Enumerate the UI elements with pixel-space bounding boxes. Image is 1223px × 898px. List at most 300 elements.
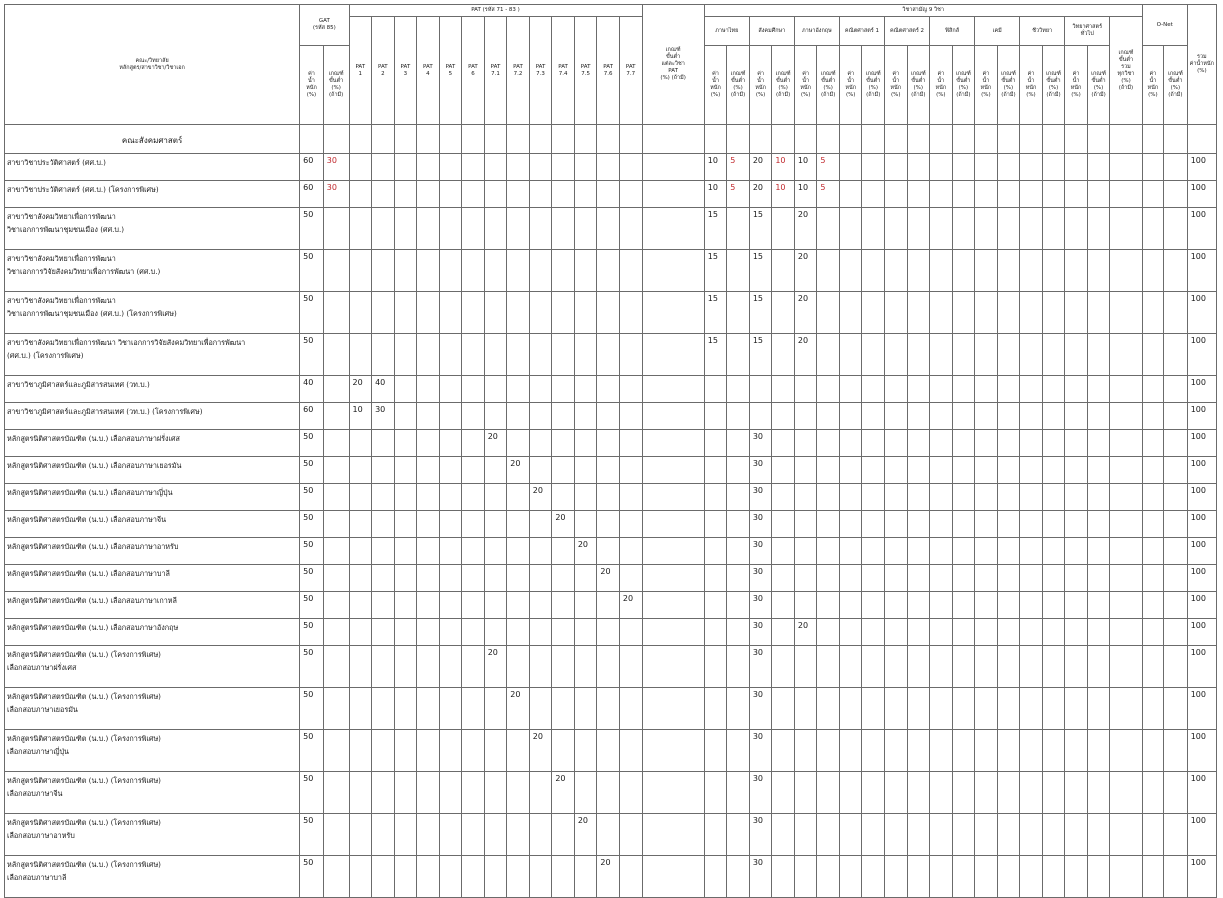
program-name: หลักสูตรนิติศาสตรบัณฑิต (น.บ.) เลือกสอบภาษาจีน [5,511,300,538]
pat-cell: 20 [507,688,530,730]
pat-min-cell [642,565,704,592]
core-weight-cell [794,430,817,457]
pat-cell [417,430,440,457]
core-weight-cell [975,334,998,376]
pat-cell [529,457,552,484]
header-core-min-sub: เกณฑ์ ขั้นต่ำ (%) (ถ้ามี) [817,46,840,125]
core-weight-cell [704,565,727,592]
program-name: หลักสูตรนิติศาสตรบัณฑิต (น.บ.) (โครงการพิเศษ) เลือกสอบภาษาบาลี [5,856,300,898]
table-row [5,181,1217,208]
pat-cell [372,772,395,814]
program-name: หลักสูตรนิติศาสตรบัณฑิต (น.บ.) (โครงการพิเศษ) เลือกสอบภาษาจีน [5,772,300,814]
pat-cell [507,592,530,619]
table-row [5,250,1217,292]
pat-cell [552,292,575,334]
core-min-cell [1042,403,1065,430]
core-weight-cell: 30 [749,856,772,898]
pat-min-cell [642,688,704,730]
onet-weight-cell [1142,511,1163,538]
core-min-cell [1042,730,1065,772]
core-min-cell [1087,484,1110,511]
pat-cell [597,292,620,334]
core-min-cell [997,592,1020,619]
program-name: สาขาวิชาประวัติศาสตร์ (ศศ.บ.) (โครงการพิเศษ) [5,181,300,208]
pat-cell [394,181,417,208]
pat-cell [529,538,552,565]
core-weight-cell: 20 [749,154,772,181]
pat-min-cell [642,208,704,250]
onet-min-cell [1164,376,1188,403]
onet-weight-cell [1142,814,1163,856]
pat-cell [619,292,642,334]
total-weight-cell: 100 [1187,484,1216,511]
pat-cell [439,403,462,430]
core-min-cell [727,430,750,457]
gat-weight-cell: 40 [300,376,324,403]
header-core-min-sub: เกณฑ์ ขั้นต่ำ (%) (ถ้ามี) [952,46,975,125]
pat-cell: 30 [372,403,395,430]
gat-weight-cell: 50 [300,814,324,856]
pat-cell [552,250,575,292]
core-min-cell [952,619,975,646]
pat-cell [417,538,440,565]
core-weight-cell [930,403,953,430]
header-core-min-sub: เกณฑ์ ขั้นต่ำ (%) (ถ้ามี) [1087,46,1110,125]
core-min-cell [1042,772,1065,814]
pat-cell [597,403,620,430]
gat-weight-cell: 50 [300,292,324,334]
table-row [5,511,1217,538]
core-weight-cell [975,376,998,403]
pat-cell: 20 [484,646,507,688]
pat-cell [484,292,507,334]
core-min-cell [862,646,885,688]
pat-cell: 20 [597,565,620,592]
core-weight-cell [1020,457,1043,484]
table-row [5,814,1217,856]
program-name: สาขาวิชาประวัติศาสตร์ (ศศ.บ.) [5,154,300,181]
core-weight-cell [975,688,998,730]
core-weight-cell [749,403,772,430]
core-min-cell [952,430,975,457]
core-weight-cell [794,511,817,538]
core-min-cell [997,511,1020,538]
core-weight-cell [704,511,727,538]
core-weight-cell [930,334,953,376]
core-min-cell [907,646,930,688]
core-weight-cell: 15 [749,334,772,376]
onet-min-cell [1164,688,1188,730]
core-min-cell [907,619,930,646]
total-weight-cell: 100 [1187,772,1216,814]
table-body [5,125,1217,898]
core-weight-cell [794,403,817,430]
core-total-min-cell [1110,565,1142,592]
core-weight-cell [975,154,998,181]
total-weight-cell: 100 [1187,292,1216,334]
pat-cell [552,814,575,856]
header-core-weight: ค่า น้ำ หนัก (%) [839,46,862,125]
pat-cell [462,292,485,334]
core-weight-cell [1065,772,1088,814]
core-weight-cell [1065,208,1088,250]
onet-min-cell [1164,154,1188,181]
core-weight-cell [885,772,908,814]
total-weight-cell: 100 [1187,646,1216,688]
gat-min-cell [323,856,349,898]
core-weight-cell [975,538,998,565]
table-cell [1187,125,1216,154]
pat-cell: 40 [372,376,395,403]
total-weight-cell: 100 [1187,376,1216,403]
pat-cell [439,619,462,646]
core-min-cell [997,538,1020,565]
header-core-weight: ค่า น้ำ หนัก (%) [704,46,727,125]
gat-weight-cell: 50 [300,511,324,538]
core-min-cell [817,250,840,292]
table-cell [1065,125,1088,154]
table-cell [794,125,817,154]
pat-cell [439,688,462,730]
core-weight-cell [839,208,862,250]
core-weight-cell [975,730,998,772]
total-weight-cell: 100 [1187,538,1216,565]
pat-cell [484,856,507,898]
core-weight-cell [839,619,862,646]
pat-cell [394,538,417,565]
core-weight-cell [930,457,953,484]
pat-cell [552,856,575,898]
table-cell [1164,125,1188,154]
core-min-cell [727,457,750,484]
pat-cell [417,565,440,592]
core-min-cell [1042,430,1065,457]
pat-cell [394,646,417,688]
core-min-cell [862,430,885,457]
gat-weight-cell: 50 [300,457,324,484]
core-weight-cell [930,772,953,814]
pat-cell [574,592,597,619]
core-min-cell [817,592,840,619]
table-row [5,154,1217,181]
pat-cell [507,814,530,856]
program-name: หลักสูตรนิติศาสตรบัณฑิต (น.บ.) เลือกสอบภาษาบาลี [5,565,300,592]
core-min-cell [727,856,750,898]
table-row [5,208,1217,250]
pat-cell [529,181,552,208]
gat-min-cell [323,292,349,334]
total-weight-cell: 100 [1187,250,1216,292]
core-weight-cell [794,646,817,688]
pat-cell [484,730,507,772]
table-row [5,619,1217,646]
header-onet-min: เกณฑ์ ขั้นต่ำ (%) (ถ้ามี) [1164,46,1188,125]
program-name: หลักสูตรนิติศาสตรบัณฑิต (น.บ.) เลือกสอบภาษาฝรั่งเศส [5,430,300,457]
core-weight-cell [839,457,862,484]
core-weight-cell [794,730,817,772]
core-weight-cell [1020,592,1043,619]
pat-cell [349,334,372,376]
core-weight-cell [930,208,953,250]
pat-cell [507,430,530,457]
core-weight-cell [885,592,908,619]
core-weight-cell: 30 [749,511,772,538]
core-min-cell [772,292,795,334]
core-min-cell [727,646,750,688]
pat-cell [394,592,417,619]
core-min-cell [772,250,795,292]
pat-cell [394,814,417,856]
program-name: หลักสูตรนิติศาสตรบัณฑิต (น.บ.) เลือกสอบภาษาอาหรับ [5,538,300,565]
core-min-cell [862,772,885,814]
onet-min-cell [1164,772,1188,814]
pat-cell [439,430,462,457]
table-cell [323,125,349,154]
core-min-cell [997,772,1020,814]
onet-weight-cell [1142,592,1163,619]
gat-weight-cell: 50 [300,646,324,688]
table-row [5,730,1217,772]
core-weight-cell: 20 [794,250,817,292]
core-min-cell [907,181,930,208]
pat-cell [439,730,462,772]
pat-cell [417,484,440,511]
core-min-cell [862,376,885,403]
core-weight-cell [1020,292,1043,334]
table-cell [349,125,372,154]
core-min-cell [907,814,930,856]
core-total-min-cell [1110,511,1142,538]
pat-cell [439,208,462,250]
pat-cell [417,457,440,484]
table-cell [642,125,704,154]
core-min-cell [952,484,975,511]
core-weight-cell [704,484,727,511]
core-weight-cell [1065,484,1088,511]
core-weight-cell [975,592,998,619]
core-weight-cell [975,403,998,430]
core-weight-cell: 20 [794,208,817,250]
core-weight-cell [839,430,862,457]
core-min-cell [727,292,750,334]
pat-cell [372,619,395,646]
pat-cell [417,334,440,376]
onet-min-cell [1164,538,1188,565]
core-min-cell [907,565,930,592]
core-min-cell [997,181,1020,208]
pat-cell [619,250,642,292]
core-min-cell [1087,538,1110,565]
pat-cell [574,154,597,181]
pat-cell [462,688,485,730]
core-min-cell [727,814,750,856]
pat-cell [529,511,552,538]
total-weight-cell: 100 [1187,856,1216,898]
pat-cell [349,511,372,538]
pat-cell [372,430,395,457]
core-weight-cell [885,619,908,646]
header-core-weight: ค่า น้ำ หนัก (%) [975,46,998,125]
core-weight-cell [975,250,998,292]
onet-weight-cell [1142,730,1163,772]
pat-cell [574,565,597,592]
gat-weight-cell: 50 [300,619,324,646]
core-weight-cell [1020,430,1043,457]
header-core-subject: วิทยาศาสตร์ ทั่วไป [1065,17,1110,46]
core-min-cell [772,814,795,856]
core-weight-cell [1065,814,1088,856]
onet-weight-cell [1142,457,1163,484]
pat-cell [507,856,530,898]
pat-cell [552,457,575,484]
table-cell [727,125,750,154]
core-min-cell [1087,619,1110,646]
pat-cell [507,772,530,814]
core-min-cell [862,457,885,484]
core-weight-cell: 15 [704,292,727,334]
pat-min-cell [642,619,704,646]
core-weight-cell [975,208,998,250]
pat-min-cell [642,646,704,688]
pat-cell [439,181,462,208]
core-weight-cell: 30 [749,619,772,646]
core-weight-cell [794,814,817,856]
header-core-subject: ฟิสิกส์ [930,17,975,46]
core-total-min-cell [1110,292,1142,334]
core-weight-cell [704,688,727,730]
core-min-cell [727,403,750,430]
pat-min-cell [642,730,704,772]
table-cell [772,125,795,154]
core-weight-cell [704,856,727,898]
pat-cell [349,730,372,772]
core-weight-cell: 10 [794,181,817,208]
pat-cell [484,181,507,208]
pat-cell [417,772,440,814]
pat-cell [349,646,372,688]
core-min-cell [862,511,885,538]
onet-weight-cell [1142,565,1163,592]
gat-weight-cell: 60 [300,403,324,430]
pat-cell [394,772,417,814]
core-weight-cell [704,457,727,484]
pat-cell [552,619,575,646]
onet-min-cell [1164,484,1188,511]
core-weight-cell [930,250,953,292]
core-min-cell [727,334,750,376]
core-weight-cell [975,181,998,208]
core-total-min-cell [1110,646,1142,688]
core-min-cell [907,688,930,730]
pat-cell [439,250,462,292]
pat-min-cell [642,772,704,814]
header-core-subject: ภาษาอังกฤษ [794,17,839,46]
pat-cell [619,334,642,376]
core-min-cell [1087,457,1110,484]
core-min-cell [817,292,840,334]
core-total-min-cell [1110,688,1142,730]
onet-min-cell [1164,208,1188,250]
pat-min-cell [642,511,704,538]
header-corner: คณะ/วิทยาลัย หลักสูตร/สาขาวิชา/วิชาเอก [5,5,300,125]
core-min-cell [997,292,1020,334]
pat-cell [619,430,642,457]
core-min-cell [862,730,885,772]
pat-cell [529,430,552,457]
core-weight-cell [839,403,862,430]
table-cell [885,125,908,154]
total-weight-cell: 100 [1187,688,1216,730]
header-core-subject: คณิตศาสตร์ 1 [839,17,884,46]
core-weight-cell [1065,403,1088,430]
pat-cell [529,772,552,814]
header-core-subject: คณิตศาสตร์ 2 [885,17,930,46]
pat-cell [372,154,395,181]
core-weight-cell [839,484,862,511]
pat-cell [372,208,395,250]
pat-cell [597,688,620,730]
core-weight-cell [930,856,953,898]
pat-cell [597,538,620,565]
pat-cell [417,592,440,619]
core-weight-cell [704,772,727,814]
pat-cell [529,592,552,619]
pat-cell: 10 [349,403,372,430]
core-min-cell [817,688,840,730]
core-min-cell [772,592,795,619]
core-weight-cell [839,646,862,688]
core-weight-cell: 30 [749,592,772,619]
core-total-min-cell [1110,538,1142,565]
pat-cell [597,592,620,619]
pat-min-cell [642,292,704,334]
core-min-cell [997,646,1020,688]
onet-min-cell [1164,430,1188,457]
pat-cell [619,376,642,403]
core-weight-cell [885,208,908,250]
table-cell [439,125,462,154]
pat-cell: 20 [507,457,530,484]
pat-cell [439,511,462,538]
core-weight-cell [704,646,727,688]
pat-cell [507,730,530,772]
pat-cell [507,565,530,592]
core-weight-cell [1065,292,1088,334]
core-min-cell [772,208,795,250]
core-min-cell [997,457,1020,484]
core-weight-cell [930,181,953,208]
header-pat-subject: PAT 1 [349,17,372,125]
core-min-cell [817,565,840,592]
core-weight-cell [930,619,953,646]
pat-cell [462,457,485,484]
core-min-cell [997,565,1020,592]
pat-cell [349,208,372,250]
core-min-cell [997,376,1020,403]
core-min-cell [907,250,930,292]
pat-cell [619,457,642,484]
core-weight-cell [749,376,772,403]
pat-cell [417,688,440,730]
onet-min-cell [1164,619,1188,646]
pat-cell [372,730,395,772]
pat-cell [552,181,575,208]
pat-cell [529,814,552,856]
pat-cell [349,856,372,898]
gat-weight-cell: 50 [300,208,324,250]
core-weight-cell [839,730,862,772]
table-cell [839,125,862,154]
